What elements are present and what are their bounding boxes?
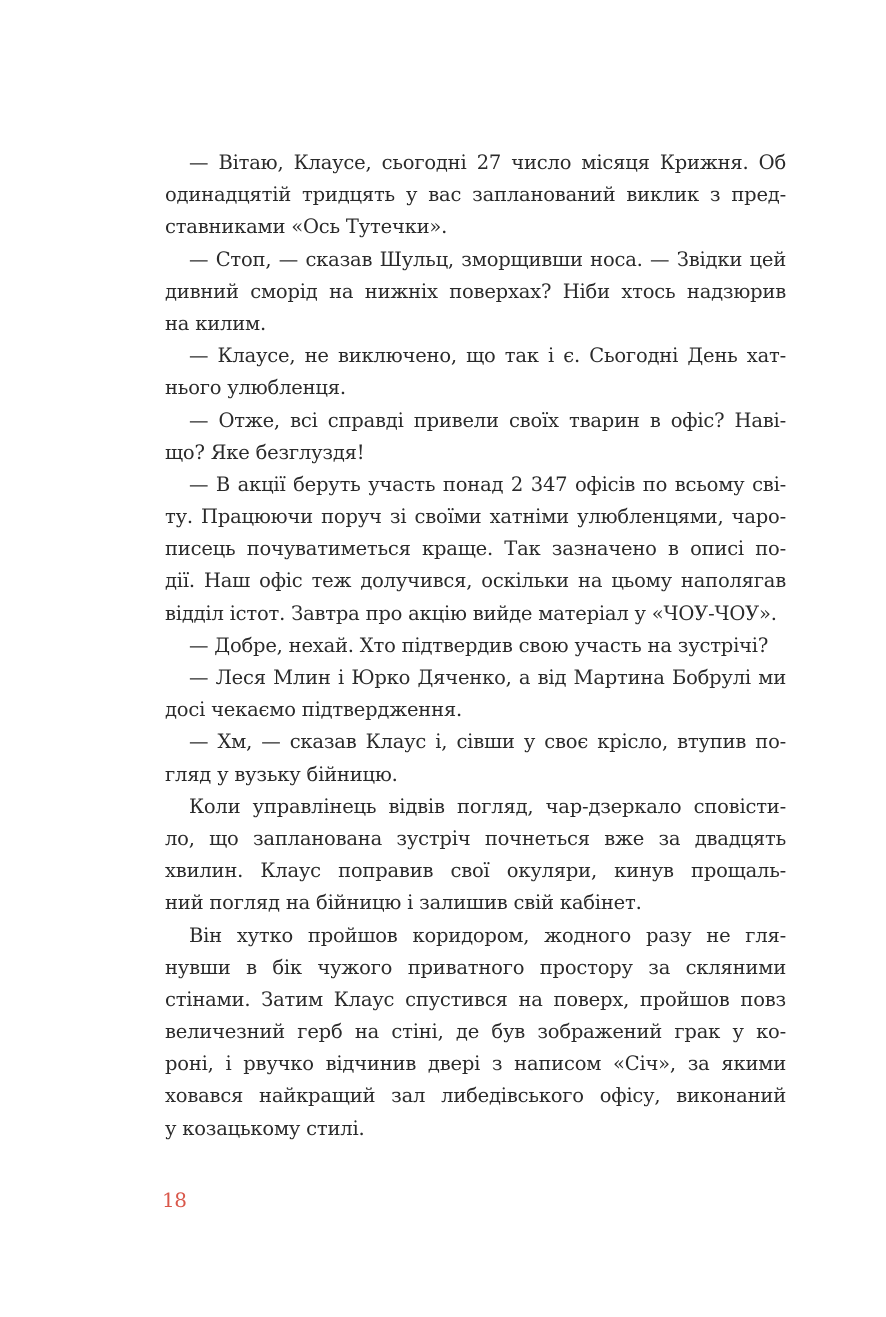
text-line: — Отже, всі справді привели своїх тварин в офіс? Наві- xyxy=(189,408,786,432)
text-line: — В акції беруть участь понад 2 347 офісів по всьому сві- xyxy=(189,472,786,496)
text-line: ний погляд на бійницю і залишив свій кабінет. xyxy=(165,891,642,915)
text-line: дії. Наш офіс теж долучився, оскільки на цьому наполягав xyxy=(165,569,786,593)
text-line: нього улюбленця. xyxy=(165,376,346,400)
text-line: ставниками «Ось Тутечки». xyxy=(165,215,448,239)
text-line: відділ істот. Завтра про акцію вийде матеріал у «ЧОУ-ЧОУ». xyxy=(165,601,777,625)
text-line: ховався найкращий зал либедівського офісу, виконаний xyxy=(165,1084,786,1108)
text-line: нувши в бік чужого приватного простору за скляними xyxy=(165,955,786,979)
text-line: хвилин. Клаус поправив свої окуляри, кинув прощаль- xyxy=(165,859,786,883)
text-line: роні, і рвучко відчинив двері з написом «Січ», за якими xyxy=(165,1052,786,1076)
text-line: ту. Працюючи поруч зі своїми хатніми улюбленцями, чаро- xyxy=(165,505,786,529)
text-line: — Леся Млин і Юрко Дяченко, а від Мартина Бобрулі ми xyxy=(189,666,786,689)
text-line: величезний герб на стіні, де був зображений грак у ко- xyxy=(165,1020,786,1044)
text-line: у козацькому стилі. xyxy=(165,1116,365,1140)
body-text xyxy=(165,147,786,1145)
text-line: що? Яке безглуздя! xyxy=(165,440,365,464)
text-line: досі чекаємо підтвердження. xyxy=(165,698,462,722)
text-line: гляд у вузьку бійницю. xyxy=(165,762,398,786)
text-line: — Вітаю, Клаусе, сьогодні 27 число місяця Крижня. Об xyxy=(189,151,786,174)
text-line: дивний сморід на нижніх поверхах? Ніби хтось надзюрив xyxy=(165,279,786,303)
page-number: 18 xyxy=(162,1188,187,1212)
text-line: писець почуватиметься краще. Так зазначено в описі по- xyxy=(165,537,786,561)
text-line: на килим. xyxy=(165,311,266,335)
text-line: Коли управлінець відвів погляд, чар-дзеркало сповісти- xyxy=(189,794,786,818)
text-line: — Добре, нехай. Хто підтвердив свою участь на зустрічі? xyxy=(189,633,769,657)
text-line: ло, що запланована зустріч почнеться вже за двадцять xyxy=(165,826,786,850)
text-line: одинадцятій тридцять у вас запланований виклик з пред- xyxy=(165,183,786,207)
text-line: Він хутко пройшов коридором, жодного разу не гля- xyxy=(189,923,786,947)
text-line: — Клаусе, не виключено, що так і є. Сьогодні День хат- xyxy=(189,344,786,368)
text-line: — Стоп, — сказав Шульц, зморщивши носа. — Звідки цей xyxy=(189,247,786,271)
text-line: — Хм, — сказав Клаус і, сівши у своє крісло, втупив по- xyxy=(189,730,786,754)
text-line: стінами. Затим Клаус спустився на поверх, пройшов повз xyxy=(165,987,786,1011)
